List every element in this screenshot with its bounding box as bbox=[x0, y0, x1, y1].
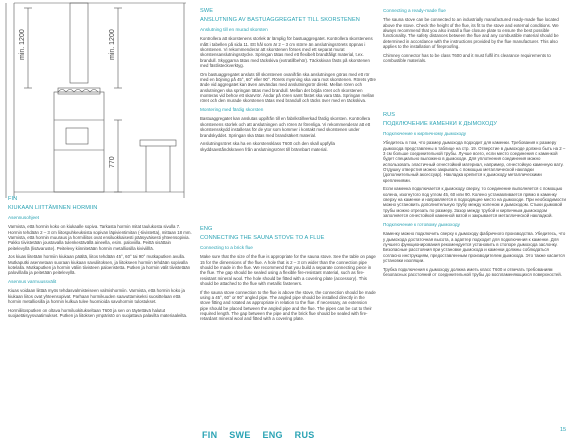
rus-paragraph-4: Трубка подключения к дымоходу должна иметь класс T600 и отвечать требованиям безопасных расстояний от соединительной трубы до воспламеняющихся поверхностей. bbox=[383, 266, 562, 277]
rus-paragraph-3: Каменку можно подключить сверху к дымоходу фабричного производства. Убедитесь, что у дымохода достаточная высота, а адаптер подходит для подключения к каменке. Для лучшего функционирования рекомендуется установить в стопоре дымохода заслонку. Безопасные расстояния при установке дымохода и каменки должны соблюдаться согласно инструкциям, предоставленным производителем дымохода. Это также касается установки изоляции. bbox=[383, 231, 566, 263]
lang-eng: ENG bbox=[262, 430, 283, 440]
fin-subheading-2: Asennus varmuussvälit bbox=[8, 279, 57, 285]
rus-paragraph-2: Если каменка подключается к дымоходу сверху, то соединение выполняется с помощью колена, изогнутого под углом 45, 60 или 90. Колено устанавливается прямо в каменку сверху на каменке и направляется в подходящее место на дымоходе. При необходимости можно установить дополнительную трубу между коленом и дымоходом. Стыки дымовой трубы можно отрезать по размеру. Зазор между трубой и кирпичным дымоходом заполняется огнестойкой каменной ватой и закрывается металлической накладкой. bbox=[383, 186, 566, 219]
dim-label-right: min. 1200 bbox=[109, 29, 116, 60]
lang-rus: RUS bbox=[294, 430, 315, 440]
swe-heading: ANSLUTNING AV BASTUAGGREGATET TILL SKORSTENEN bbox=[200, 17, 360, 24]
rus-paragraph-1: Убедитесь в том, что размер дымохода подходит для каменки. Требования к размеру дымохода представлены в таблице на стр. 19. Отверстие в дымоходе должно быть на 2 – 3 см больше соединительной трубы. Лучше всего, если место соединения с каменкой будет специально выложено в дымоходе. Для уплотнения соединения можно использовать эластичный огнестойкий материал, например, огнестойкую каменную вату. Отдушку отверстия можно закрывать с помощью металлической накладки (дополнительный аксессуар). Накладка крепится к дымоходу металлическими креплениями. bbox=[383, 140, 566, 183]
rus-subheading-1: Подключение к кирпичному дымоходу bbox=[383, 130, 467, 136]
dim-label-bottom: 770 bbox=[109, 156, 116, 168]
stove-diagram bbox=[0, 0, 190, 200]
page-number: 15 bbox=[560, 427, 567, 433]
fin-section-label: FIN bbox=[8, 196, 18, 202]
rus-section-label: RUS bbox=[383, 112, 396, 118]
swe-subheading-1: Anslutning till en murad skorsten bbox=[200, 26, 268, 32]
lang-swe: SWE bbox=[229, 430, 251, 440]
fin-subheading-1: Asennusohjeet bbox=[8, 214, 40, 220]
rus-column bbox=[383, 112, 567, 281]
swe-column bbox=[200, 8, 376, 155]
fin-paragraph-4: Hormiliitosputken on oltava hormiluokitukseltaan T600 ja sen on täytettävä halutut suojaetäisyysvaatimukset. Putken ja liitoksen ympäristö on suojattava palavilta materiaaleilta. bbox=[8, 307, 188, 319]
eng-column bbox=[200, 226, 376, 325]
swe-paragraph-3: Bastuaggregatet kan anslutas uppifrån till en fabrikstillverkad färdig skorsten. Kontrollera skorstenens storlek och att anslutningen och rören är förenliga. Vi rekommenderar att ett skorstensskydd installeras för de ytor som kommer i kontakt med skorstenen under brandskyddet. Springan ska tätas med brandsäkert material. bbox=[200, 116, 371, 138]
rus-heading: ПОДКЛЮЧЕНИЕ КАМЕНКИ К ДЫМОХОДУ bbox=[383, 121, 497, 128]
swe-paragraph-2: Om bastuaggregatet ansluts till skorstenen ovanifrån ska anslutningen göras med ett rör med en böjning på 45°, 60° eller 90°. Rörets mynning ska vara mot skorstenen. Rörets yttre ände vid aggregatet kan även användas med anslutningsrör direkt. Mellan rören och anslutningen ska springan tätas med brandull. Mellan det böjda röret och skorstenen monteras vid behov ett skarvrör. Ändar på rören samt fästet ska vara täta. Springan mellan röret och den murade skorstenen tätas med brandull och täcks över med en täckskiva. bbox=[200, 71, 376, 104]
eng-paragraph-3: The sauna stove can be connected to an industrially manufactured ready-made flue located above the stove. Check the height of the flue, its fit to the stove and external conditions. We always recommend that you also install a flue closure plate to ensure the best possible functionality. The safety distances between the flue and any combustible material should be determined in accordance with the instructions provided by the flue manufacturer. This also applies to the installation of fireproofing. bbox=[383, 17, 559, 50]
swe-subheading-2: Montering med färdig skorsten bbox=[200, 107, 264, 113]
fin-column bbox=[8, 196, 192, 322]
lang-fin: FIN bbox=[202, 430, 218, 440]
swe-section-label: SWE bbox=[200, 8, 214, 14]
fin-paragraph-2: Jos kiuas liitetään hormiin kiukaan päältä, liitos tehdään 45°, 60° tai 90° mutkaputken avulla. Mutkaputki asennetaan suoraan kiukaan savuliitoksen, ja liitokseen hormiin tehdään sopivalla kotelalla. Mutkaputken ja hormin väliin tiivisteen paloeristetta. Putken ja hormin välit tiivistetään palovillalla ja peitetään peitelevyllä. bbox=[8, 254, 191, 276]
eng-subheading-2: Connecting a ready-made flue bbox=[383, 8, 446, 13]
dim-label-top: min. 1200 bbox=[19, 29, 26, 60]
eng-paragraph-2: If the sauna stove connection to the flue is above the stove, the connection should be made using a 45°, 60° or 90° angled pipe. The angled pipe should be installed directly in the stove fitting and rotated as appropriate in relation to the flue. If necessary, an extension pipe should be placed between the angled pipe and the flue. The pipes can be cut to their required length. The gap between the pipe and the brick flue should be sealed with fire-retardant mineral wool and fitted with a covering plate. bbox=[200, 289, 376, 322]
eng-paragraph-1: Make sure that the size of the flue is appropriate for the sauna stove. See the table on page 15 for the dimensions of the flue. A hole that is 2 – 3 cm wider than the connection pipe should be made in the flue. We recommend that you build a separate connecting piece in the flue. The gap should be sealed using a flexible fire-resistant material, such as fire-resistant mineral wool. The hole should be fitted with a covering plate (accessory). This should be attached to the flue with metallic fasteners. bbox=[200, 254, 376, 286]
fin-heading: KIUKAAN LIITTÄMINEN HORMIIN bbox=[8, 205, 98, 212]
eng-paragraph-4: Chimney connector has to be class T600 and it must fulfil it's clearance requirements to combustible materials. bbox=[383, 52, 551, 64]
eng-continued-column bbox=[383, 8, 567, 67]
eng-heading: CONNECTING THE SAUNA STOVE TO A FLUE bbox=[200, 235, 325, 242]
eng-section-label: ENG bbox=[200, 226, 213, 232]
swe-paragraph-4: Anslutningsröret ska ha en skorstensklass T600 och den skall uppfylla skyddsavståndskraven från anslutningsröret till brännbart material. bbox=[200, 141, 335, 152]
language-bar bbox=[202, 430, 324, 440]
eng-subheading-1: Connecting to a brick flue bbox=[200, 244, 253, 250]
fin-paragraph-3: Kiuas voidaan liittää myös tehdasvalmisteiseen valmishormiin. Varmista, että hormin koko ja kiukaan liitos ovat yhteensopivat. Parhaan hormikuuden saavuttamiseksi suosittelaan että hormin metalliosilla ja hormin kulkua tulee huomioida savuhormin tulostukset. bbox=[8, 288, 185, 305]
rus-subheading-2: Подключение к готовому дымоходу bbox=[383, 221, 460, 227]
swe-paragraph-1: Kontrollera att skorstenens storlek är lämplig för bastuaggregatet. Kontrollera skorstenens mått i tabellen på sida 11. Ett hål som är 2 – 3 cm större än anslutningsrörets öppnas i skorstenen. Vi rekommenderar att skorstenen förses med ett separat murat skorstensanslutningsstycke. Springan tätas med ett flexibelt brandtåligt material, t.ex. brandull. Skyggarna tätas med täckskiva (extratillbehör). Täckskivan fästs på skorstenen med fästlisteckverktyg. bbox=[200, 36, 373, 68]
fin-paragraph-1: Varmista, että hormin koko on kiukaalle sopiva. Tarkasta hormin mitat taulukosta sivulla 7. Hormin tehdään 2 – 3 cm liitospuhkeuksista sopivan läpivientimitan (-tiivistetta), mittaan 18 mm. Varmista, että hormin muuraus ja hormiliitos ovat ensiluokkaisesti pääsyväisesti yhteensopivia. Pakko tiivistetään joustavalla tulenkestävällä aineella, esim. paloviilla. Peittä sisättain peitelevyllä (lisävaruste). Peitelevy kiinnitetään hormin metalliosilla kiviviilllä. bbox=[8, 224, 192, 251]
